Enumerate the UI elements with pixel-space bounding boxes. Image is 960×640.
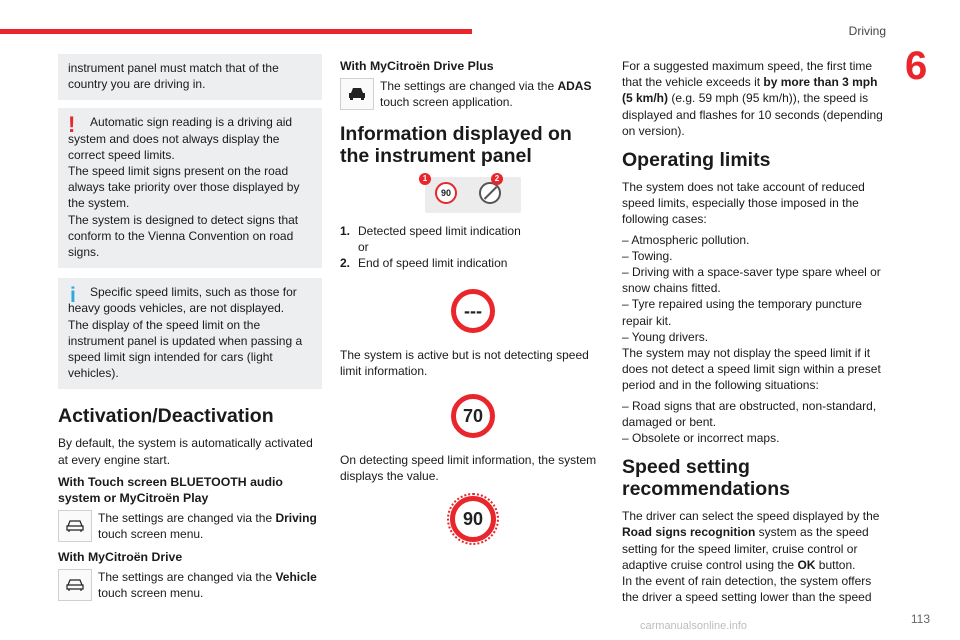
may-not-text: The system may not display the speed limit if it does not detect a speed limit sign within a preset period and in the following situations: (622, 346, 881, 393)
list-item: 1. Detected speed limit indication or (340, 223, 521, 254)
warning-text-1: Automatic sign reading is a driving aid system and does not always display the correct speed limits. (68, 115, 293, 162)
driving-menu-row: The settings are changed via the Driving touch screen menu. (58, 510, 322, 542)
section-title: Driving (848, 24, 886, 38)
column-1 (58, 54, 322, 607)
warning-text-3: The system is designed to detect signs that conform to the Vienna Convention on road signs. (68, 212, 299, 260)
list-item: – Towing. (622, 248, 673, 263)
intro-text: instrument panel must match that of the country you are driving in. (68, 61, 279, 92)
list-item: – Obsolete or incorrect maps. (622, 431, 780, 446)
speed-setting-heading: Speed setting recommendations (622, 456, 790, 501)
indication-list (340, 223, 606, 272)
suggested-speed-text: For a suggested maximum speed, the first time that the vehicle exceeds it by more than 3 mph (5 km/h) (e.g. 59 mph (95 km/h)), the speed is displayed and flashes for 10 seconds (depending on version). (622, 59, 883, 138)
car-icon (58, 569, 92, 601)
list-item: – Atmospheric pollution. (622, 232, 750, 247)
limits-intro: The system does not take account of reduced speed limits, especially those imposed in the following cases: (622, 180, 865, 227)
column-2 (340, 54, 606, 542)
mycitroen-drive-subheading: With MyCitroën Drive (58, 549, 183, 564)
touchscreen-subheading: With Touch screen BLUETOOTH audio system or MyCitroën Play (58, 474, 283, 506)
intro-box (58, 54, 322, 100)
adas-app-label: ADAS (557, 79, 592, 94)
end-of-limit-icon (479, 182, 501, 204)
car-icon (58, 510, 92, 542)
warning-icon: ! (68, 112, 76, 138)
situations-list (622, 398, 888, 447)
callout-badge-2: 2 (491, 173, 503, 185)
chapter-number: 6 (905, 44, 928, 88)
detecting-text: On detecting speed limit information, the system displays the value. (340, 452, 597, 483)
list-item: 2. End of speed limit indication (340, 256, 508, 271)
list-item: – Young drivers. (622, 329, 709, 344)
info-text-2: The display of the speed limit on the instrument panel is updated when passing a speed limit sign intended for cars (light vehicles). (68, 317, 303, 381)
info-box (58, 278, 322, 389)
operating-limits-heading: Operating limits (622, 149, 771, 172)
warning-text-2: The speed limit signs present on the road always take priority over those displayed by the system. (68, 164, 300, 211)
adas-app-row: The settings are changed via the ADAS touch screen application. (340, 78, 606, 110)
no-speed-detected-sign: --- (451, 289, 495, 333)
list-item: – Driving with a space-saver type spare wheel or snow chains fitted. (622, 265, 881, 296)
instrument-panel-illustration (422, 173, 521, 213)
column-3 (622, 58, 888, 609)
limits-list (622, 232, 888, 345)
header-accent-bar (0, 29, 472, 34)
callout-badge-1: 1 (419, 173, 431, 185)
activation-heading: Activation/Deactivation (58, 405, 274, 428)
driving-menu-label: Driving (275, 511, 317, 526)
panel-speed-sign: 90 (435, 182, 457, 204)
info-displayed-heading: Information displayed on the instrument panel (340, 122, 572, 167)
car-filled-icon (340, 78, 374, 110)
speed-70-sign: 70 (451, 394, 495, 438)
not-detecting-text: The system is active but is not detecting speed limit information. (340, 348, 589, 379)
page-number: 113 (910, 612, 930, 626)
recommendation-text: The driver can select the speed displayed by the Road signs recognition system as the speed setting for the speed limiter, cruise control or adaptive cruise control using the OK button. In the event of rain detection, the system offers the driver a speed setting lower than the speed (622, 509, 880, 605)
speed-90-flashing-sign: 90 (450, 496, 496, 542)
watermark: carmanualsonline.info (640, 620, 748, 632)
warning-box (58, 108, 322, 268)
default-text: By default, the system is automatically activated at every engine start. (58, 436, 313, 467)
list-item: – Tyre repaired using the temporary puncture repair kit. (622, 297, 862, 328)
vehicle-menu-label: Vehicle (275, 569, 317, 584)
drive-plus-subheading: With MyCitroën Drive Plus (340, 59, 494, 73)
list-item: – Road signs that are obstructed, non-standard, damaged or bent. (622, 398, 877, 429)
vehicle-menu-row: The settings are changed via the Vehicle touch screen menu. (58, 569, 322, 601)
info-icon: i (70, 284, 76, 308)
info-text-1: Specific speed limits, such as those for heavy goods vehicles, are not displayed. (68, 285, 297, 316)
